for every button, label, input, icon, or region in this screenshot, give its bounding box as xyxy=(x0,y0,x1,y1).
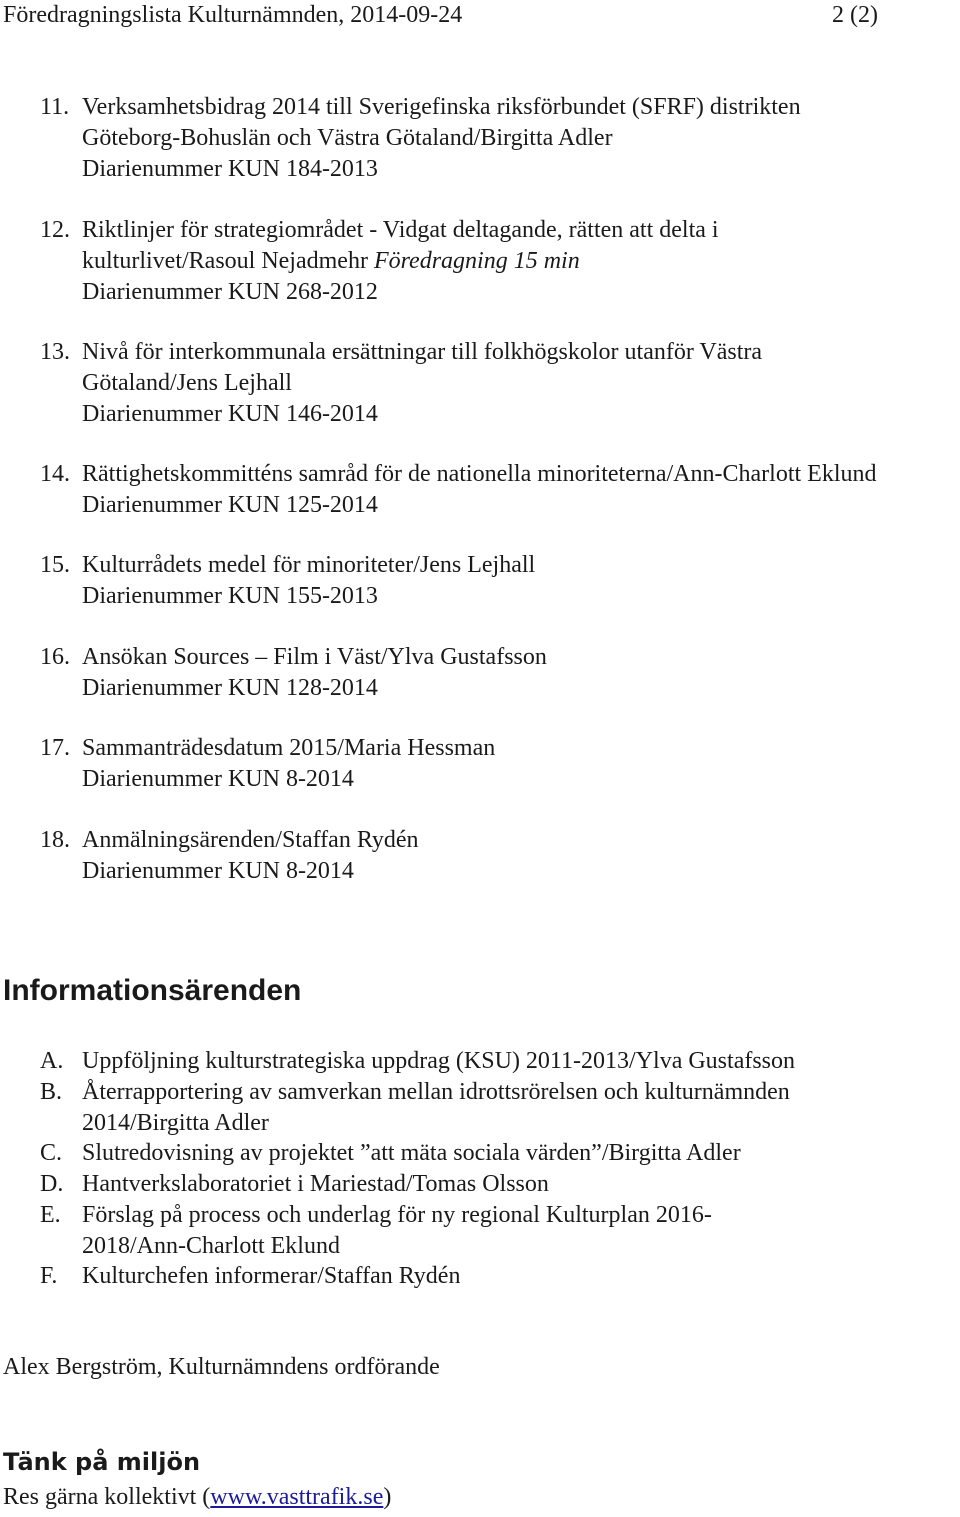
agenda-item-note: Föredragning 15 min xyxy=(373,248,580,274)
page-header xyxy=(3,0,960,34)
agenda-item-diarienummer: Diarienummer KUN 8-2014 xyxy=(82,858,354,884)
vasttrafik-link[interactable]: www.vasttrafik.se xyxy=(210,1484,384,1510)
agenda-item-title: Ansökan Sources – Film i Väst/Ylva Gustafsson xyxy=(82,644,547,670)
info-item-text: Uppföljning kulturstrategiska uppdrag (KSU) 2011-2013/Ylva Gustafsson xyxy=(82,1048,796,1074)
agenda-item-number: 14. xyxy=(40,461,70,487)
agenda-item-diarienummer: Diarienummer KUN 155-2013 xyxy=(82,583,378,609)
agenda-item-title: Nivå för interkommunala ersättningar till folkhögskolor utanför Västra xyxy=(82,339,763,365)
agenda-item-diarienummer: Diarienummer KUN 268-2012 xyxy=(82,279,378,305)
agenda-item-title: Anmälningsärenden/Staffan Rydén xyxy=(82,827,419,853)
environment-text-before: Res gärna kollektivt ( xyxy=(3,1484,211,1510)
section-heading-info: Informationsärenden xyxy=(3,974,302,1007)
agenda-item-presenter: kulturlivet/Rasoul Nejadmehr xyxy=(82,248,368,274)
info-item-letter: B. xyxy=(40,1079,63,1105)
agenda-item-title: Sammanträdesdatum 2015/Maria Hessman xyxy=(82,735,496,761)
agenda-item-title: Riktlinjer för strategiområdet - Vidgat deltagande, rätten att delta i xyxy=(82,217,719,243)
agenda-item-number: 18. xyxy=(40,827,70,853)
agenda-item-title-cont: Götaland/Jens Lejhall xyxy=(82,370,292,396)
agenda-item-diarienummer: Diarienummer KUN 184-2013 xyxy=(82,156,378,182)
document-title: Föredragningslista Kulturnämnden, 2014-09-24 xyxy=(3,2,463,28)
agenda-item-diarienummer: Diarienummer KUN 125-2014 xyxy=(82,492,378,518)
signature: Alex Bergström, Kulturnämndens ordförande xyxy=(3,1354,440,1380)
agenda-item-title-cont: Göteborg-Bohuslän och Västra Götaland/Birgitta Adler xyxy=(82,125,613,151)
agenda-item-title: Verksamhetsbidrag 2014 till Sverigefinska riksförbundet (SFRF) distrikten xyxy=(82,94,801,120)
agenda-item-number: 11. xyxy=(40,94,70,120)
info-item-text-cont: 2014/Birgitta Adler xyxy=(82,1109,269,1136)
info-item-text: Hantverkslaboratoriet i Mariestad/Tomas Olsson xyxy=(82,1171,549,1197)
agenda-item-number: 13. xyxy=(40,339,70,365)
environment-text-after: ) xyxy=(383,1484,392,1510)
agenda-item-title: Rättighetskommitténs samråd för de nationella minoriteterna/Ann-Charlott Eklund xyxy=(82,461,877,487)
info-item-letter: C. xyxy=(40,1140,63,1166)
page-number: 2 (2) xyxy=(832,2,878,28)
info-item-letter: D. xyxy=(40,1171,64,1197)
info-item-letter: E. xyxy=(40,1202,61,1228)
info-item-text: Kulturchefen informerar/Staffan Rydén xyxy=(82,1263,461,1289)
info-item-text-cont: 2018/Ann-Charlott Eklund xyxy=(82,1232,340,1259)
agenda-item-number: 16. xyxy=(40,644,70,670)
environment-text xyxy=(3,1482,391,1512)
agenda-item-diarienummer: Diarienummer KUN 128-2014 xyxy=(82,675,378,701)
info-item-text: Återrapportering av samverkan mellan idrottsrörelsen och kulturnämnden xyxy=(82,1079,790,1105)
agenda-item-number: 12. xyxy=(40,217,70,243)
agenda-item-diarienummer: Diarienummer KUN 146-2014 xyxy=(82,401,378,427)
agenda-item-number: 15. xyxy=(40,552,70,578)
agenda-item-title-cont xyxy=(82,246,960,277)
info-item-text: Förslag på process och underlag för ny regional Kulturplan 2016- xyxy=(82,1202,712,1228)
agenda-item-number: 17. xyxy=(40,735,70,761)
agenda-item-diarienummer: Diarienummer KUN 8-2014 xyxy=(82,766,354,792)
info-item-letter: A. xyxy=(40,1048,64,1074)
agenda-item-title: Kulturrådets medel för minoriteter/Jens Lejhall xyxy=(82,552,536,578)
info-item-letter: F. xyxy=(40,1263,58,1289)
info-item-text: Slutredovisning av projektet ”att mäta sociala värden”/Birgitta Adler xyxy=(82,1140,741,1166)
environment-heading: Tänk på miljön xyxy=(3,1448,201,1476)
